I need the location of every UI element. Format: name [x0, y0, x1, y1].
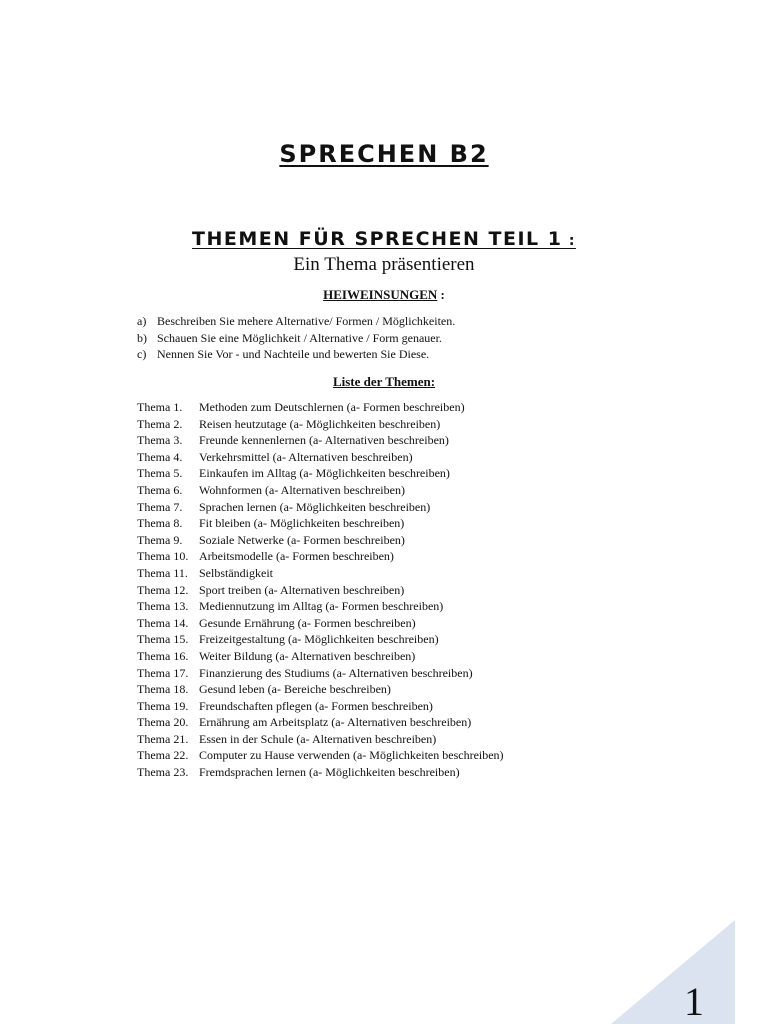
instructions-list	[137, 313, 455, 363]
theme-number: Thema 17.	[137, 665, 189, 680]
theme-item	[137, 681, 504, 698]
theme-text: Freizeitgestaltung (a- Möglichkeiten beschreiben)	[199, 632, 439, 647]
theme-item	[137, 399, 504, 416]
theme-text: Gesunde Ernährung (a- Formen beschreiben)	[199, 615, 416, 630]
theme-item	[137, 432, 504, 449]
theme-text: Verkehrsmittel (a- Alternativen beschreiben)	[199, 449, 413, 464]
theme-item	[137, 764, 504, 781]
instruction-text: Schauen Sie eine Möglichkeit / Alternative / Form genauer.	[157, 330, 442, 345]
corner-decoration	[611, 920, 735, 1024]
instructions-heading-suffix: :	[437, 287, 445, 302]
theme-item	[137, 482, 504, 499]
theme-item	[137, 582, 504, 599]
theme-item	[137, 665, 504, 682]
instruction-marker: c)	[137, 347, 147, 361]
theme-item	[137, 465, 504, 482]
theme-text: Computer zu Hause verwenden (a- Möglichkeiten beschreiben)	[199, 748, 504, 763]
instruction-marker: b)	[137, 330, 147, 345]
theme-item	[137, 747, 504, 764]
theme-text: Reisen heutzutage (a- Möglichkeiten beschreiben)	[199, 416, 441, 431]
theme-text: Soziale Netwerke (a- Formen beschreiben)	[199, 532, 405, 547]
theme-number: Thema 14.	[137, 615, 189, 630]
themes-heading: Liste der Themen:	[332, 374, 436, 389]
theme-number: Thema 22.	[137, 748, 189, 763]
theme-text: Mediennutzung im Alltag (a- Formen beschreiben)	[199, 599, 444, 614]
theme-item	[137, 714, 504, 731]
theme-item	[137, 416, 504, 433]
section-heading-text: THEMEN FÜR SPRECHEN TEIL 1	[192, 228, 563, 250]
theme-number: Thema 7.	[137, 499, 183, 514]
theme-text: Selbständigkeit	[199, 565, 273, 580]
instruction-text: Nennen Sie Vor - und Nachteile und bewerten Sie Diese.	[157, 347, 430, 361]
theme-number: Thema 15.	[137, 632, 189, 647]
instructions-heading	[0, 287, 768, 303]
theme-number: Thema 12.	[137, 582, 189, 597]
theme-text: Wohnformen (a- Alternativen beschreiben)	[199, 482, 405, 497]
theme-number: Thema 21.	[137, 731, 189, 746]
theme-text: Einkaufen im Alltag (a- Möglichkeiten beschreiben)	[199, 466, 450, 481]
theme-number: Thema 18.	[137, 682, 189, 697]
theme-number: Thema 16.	[137, 648, 189, 663]
theme-number: Thema 20.	[137, 715, 189, 730]
page-title: SPRECHEN B2	[279, 140, 489, 168]
theme-number: Thema 8.	[137, 516, 183, 531]
instruction-marker: a)	[137, 314, 147, 328]
instruction-item	[137, 346, 455, 363]
theme-item	[137, 565, 504, 582]
theme-item	[137, 532, 504, 549]
instruction-item	[137, 330, 455, 347]
theme-text: Freundschaften pflegen (a- Formen beschreiben)	[199, 698, 433, 713]
theme-number: Thema 10.	[137, 549, 189, 564]
instruction-text: Beschreiben Sie mehere Alternative/ Formen / Möglichkeiten.	[157, 314, 456, 328]
page-number: 1	[684, 979, 704, 1024]
section-heading	[0, 228, 768, 250]
instructions-heading-text: HEIWEINSUNGEN	[323, 287, 438, 302]
theme-text: Freunde kennenlernen (a- Alternativen beschreiben)	[199, 433, 449, 448]
theme-text: Essen in der Schule (a- Alternativen beschreiben)	[199, 731, 437, 746]
theme-text: Fit bleiben (a- Möglichkeiten beschreiben)	[199, 516, 405, 531]
theme-text: Methoden zum Deutschlernen (a- Formen beschreiben)	[199, 400, 465, 414]
theme-item	[137, 631, 504, 648]
theme-item	[137, 731, 504, 748]
section-heading-suffix: :	[562, 233, 576, 249]
theme-number: Thema 3.	[137, 433, 183, 448]
theme-number: Thema 19.	[137, 698, 189, 713]
theme-item	[137, 548, 504, 565]
theme-number: Thema 4.	[137, 449, 183, 464]
theme-text: Gesund leben (a- Bereiche beschreiben)	[199, 682, 391, 697]
instruction-item	[137, 313, 455, 330]
theme-number: Thema 6.	[137, 482, 183, 497]
theme-text: Arbeitsmodelle (a- Formen beschreiben)	[199, 549, 394, 564]
theme-number: Thema 2.	[137, 416, 183, 431]
theme-text: Finanzierung des Studiums (a- Alternativen beschreiben)	[199, 665, 473, 680]
theme-item	[137, 698, 504, 715]
theme-number: Thema 13.	[137, 599, 189, 614]
theme-item	[137, 515, 504, 532]
theme-number: Thema 23.	[137, 765, 189, 780]
theme-number: Thema 11.	[137, 565, 188, 580]
theme-text: Weiter Bildung (a- Alternativen beschreiben)	[199, 648, 416, 663]
theme-item	[137, 615, 504, 632]
theme-number: Thema 9.	[137, 532, 183, 547]
theme-item	[137, 598, 504, 615]
theme-item	[137, 499, 504, 516]
intro-line: Ein Thema präsentieren	[293, 254, 475, 275]
theme-number: Thema 1.	[137, 400, 183, 414]
theme-text: Sport treiben (a- Alternativen beschreiben)	[199, 582, 405, 597]
themes-list	[137, 399, 504, 781]
theme-text: Sprachen lernen (a- Möglichkeiten beschreiben)	[199, 499, 431, 514]
theme-text: Fremdsprachen lernen (a- Möglichkeiten beschreiben)	[199, 765, 460, 780]
theme-text: Ernährung am Arbeitsplatz (a- Alternativen beschreiben)	[199, 715, 472, 730]
theme-number: Thema 5.	[137, 466, 183, 481]
theme-item	[137, 449, 504, 466]
theme-item	[137, 648, 504, 665]
